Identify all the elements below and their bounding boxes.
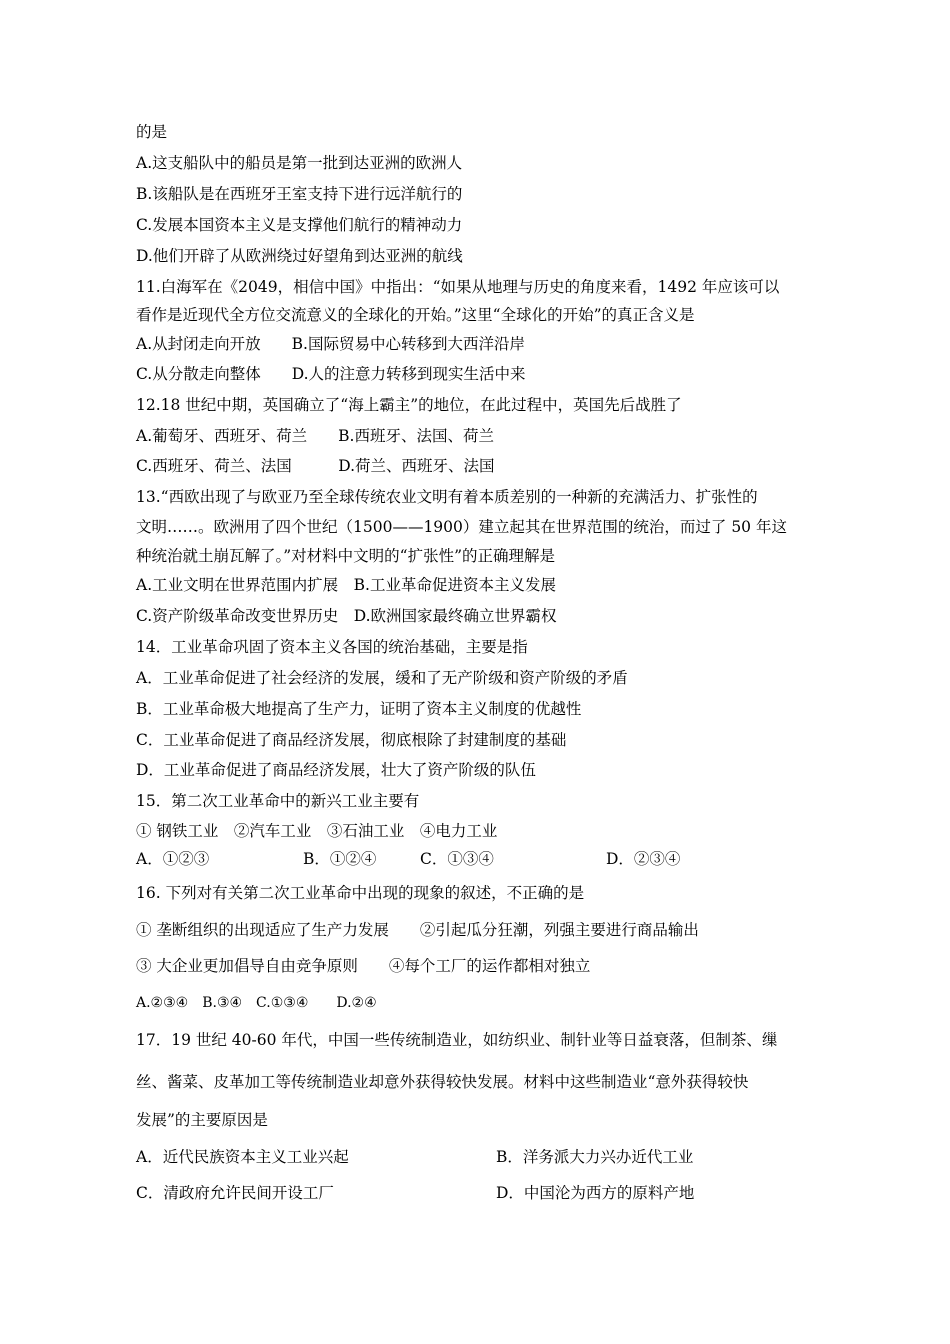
q13-stem-line3: 种统治就土崩瓦解了。”对材料中文明的“扩张性”的正确理解是 <box>136 547 556 565</box>
q13-options-ab: A.工业文明在世界范围内扩展 B.工业革命促进资本主义发展 <box>136 576 556 594</box>
q17-option-a: A．近代民族资本主义工业兴起 <box>136 1148 349 1166</box>
q10-option-a: A.这支船队中的船员是第一批到达亚洲的欧洲人 <box>136 154 463 172</box>
q16-items-12: ① 垄断组织的出现适应了生产力发展 ②引起瓜分狂潮，列强主要进行商品输出 <box>136 921 699 939</box>
q14-option-d: D．工业革命促进了商品经济发展，壮大了资产阶级的队伍 <box>136 761 536 779</box>
q11-stem-line2: 看作是近现代全方位交流意义的全球化的开始。”这里“全球化的开始”的真正含义是 <box>136 306 695 324</box>
q15-items: ① 钢铁工业 ②汽车工业 ③石油工业 ④电力工业 <box>136 822 498 840</box>
q14-option-c: C．工业革命促进了商品经济发展，彻底根除了封建制度的基础 <box>136 731 567 749</box>
q12-options-cd: C.西班牙、荷兰、法国 D.荷兰、西班牙、法国 <box>136 457 495 475</box>
q17-option-d: D．中国沦为西方的原料产地 <box>496 1184 695 1202</box>
q17-option-b: B．洋务派大力兴办近代工业 <box>496 1148 694 1166</box>
q10-option-b: B.该船队是在西班牙王室支持下进行远洋航行的 <box>136 185 463 203</box>
q13-stem-line1: 13.“西欧出现了与欧亚乃至全球传统农业文明有着本质差别的一种新的充满活力、扩张性的 <box>136 488 758 506</box>
q11-options-cd: C.从分散走向整体 D.人的注意力转移到现实生活中来 <box>136 365 526 383</box>
q14-option-a: A．工业革命促进了社会经济的发展，缓和了无产阶级和资产阶级的矛盾 <box>136 669 628 687</box>
q13-stem-line2: 文明……。欧洲用了四个世纪（1500——1900）建立起其在世界范围的统治，而过了 50 年这 <box>136 518 787 536</box>
q17-stem-line1: 17．19 世纪 40-60 年代，中国一些传统制造业，如纺织业、制针业等日益衰落，但制茶、缫 <box>136 1031 778 1049</box>
q16-stem: 16. 下列对有关第二次工业革命中出现的现象的叙述，不正确的是 <box>136 884 585 902</box>
q17-stem-line3: 发展”的主要原因是 <box>136 1111 268 1129</box>
q10-option-d: D.他们开辟了从欧洲绕过好望角到达亚洲的航线 <box>136 247 463 265</box>
q16-items-34: ③ 大企业更加倡导自由竞争原则 ④每个工厂的运作都相对独立 <box>136 957 591 975</box>
q15-option-d: D．②③④ <box>606 850 681 868</box>
q13-options-cd: C.资产阶级革命改变世界历史 D.欧洲国家最终确立世界霸权 <box>136 607 557 625</box>
q10-stem-tail: 的是 <box>136 123 168 141</box>
q16-options: A.②③④ B.③④ C.①③④ D.②④ <box>136 995 377 1011</box>
q15-stem: 15．第二次工业革命中的新兴工业主要有 <box>136 792 420 810</box>
q14-option-b: B．工业革命极大地提高了生产力，证明了资本主义制度的优越性 <box>136 700 582 718</box>
q11-options-ab: A.从封闭走向开放 B.国际贸易中心转移到大西洋沿岸 <box>136 335 525 353</box>
q12-stem: 12.18 世纪中期，英国确立了“海上霸主”的地位，在此过程中，英国先后战胜了 <box>136 396 682 414</box>
q15-option-c: C．①③④ <box>420 850 494 868</box>
q12-options-ab: A.葡萄牙、西班牙、荷兰 B.西班牙、法国、荷兰 <box>136 427 494 445</box>
q10-option-c: C.发展本国资本主义是支撑他们航行的精神动力 <box>136 216 463 234</box>
q11-stem-line1: 11.白海军在《2049，相信中国》中指出：“如果从地理与历史的角度来看，1492 年应该可以 <box>136 278 780 296</box>
q17-stem-line2: 丝、酱菜、皮革加工等传统制造业却意外获得较快发展。材料中这些制造业“意外获得较快 <box>136 1073 749 1091</box>
q15-option-b: B．①②④ <box>303 850 377 868</box>
q17-option-c: C．清政府允许民间开设工厂 <box>136 1184 334 1202</box>
q14-stem: 14．工业革命巩固了资本主义各国的统治基础，主要是指 <box>136 638 528 656</box>
q15-option-a: A．①②③ <box>136 850 210 868</box>
